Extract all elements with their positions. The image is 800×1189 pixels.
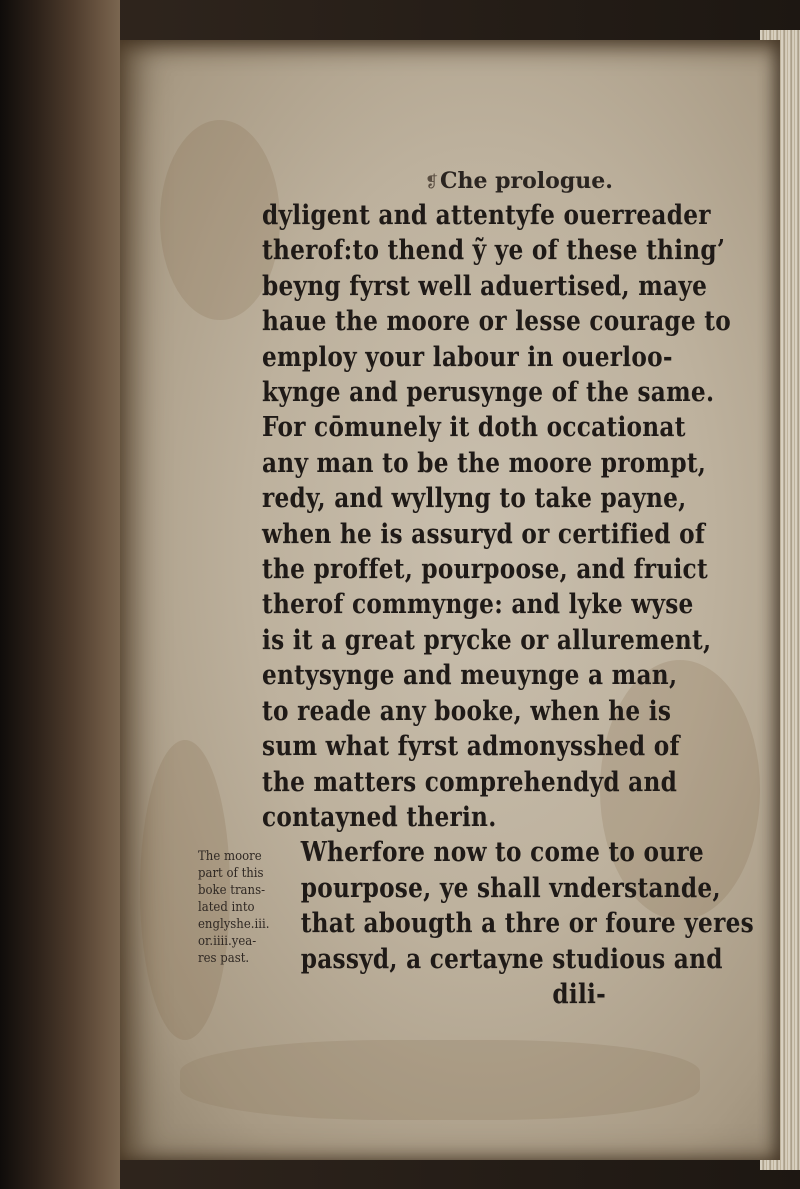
text-line: kynge and perusynge of the same. xyxy=(262,377,715,409)
text-line: Wherfore now to come to oure xyxy=(300,837,704,869)
text-line: entysynge and meuynge a man, xyxy=(262,660,678,692)
text-line: the matters comprehendyd and xyxy=(262,766,678,798)
text-line: contayned therin. xyxy=(262,801,497,833)
running-head: Che prologue. xyxy=(440,168,613,194)
text-line: employ your labour in ouerloo- xyxy=(262,341,673,373)
page-stain xyxy=(180,1040,700,1120)
marginal-line: or.iiii.yea- xyxy=(198,934,257,949)
text-line: pourpose, ye shall vnderstande, xyxy=(300,872,721,904)
text-line: any man to be the moore prompt, xyxy=(262,447,707,479)
text-line: beyng fyrst well aduertised, maye xyxy=(262,270,708,302)
marginal-line: boke trans- xyxy=(198,883,266,898)
text-line: therof:to thend ỹ ye of these thing’ xyxy=(262,235,726,267)
body-text xyxy=(262,198,754,1012)
book-binding xyxy=(0,0,120,1189)
text-line: haue the moore or lesse courage to xyxy=(262,306,732,338)
text-line: that abougth a thre or foure yeres xyxy=(300,908,754,940)
text-line: sum what fyrst admonysshed of xyxy=(262,731,680,763)
paragraph-mark-icon: ❡ xyxy=(425,172,439,191)
catchword: dili- xyxy=(552,978,606,1010)
text-line: passyd, a certayne studious and xyxy=(300,943,723,975)
marginal-line: lated into xyxy=(198,900,255,915)
text-line: dyligent and attentyfe ouerreader xyxy=(262,200,711,231)
text-line: therof commynge: and lyke wyse xyxy=(262,589,694,621)
marginal-line: res past. xyxy=(198,951,250,966)
text-line: the proffet, pourpoose, and fruict xyxy=(262,554,708,586)
marginal-line: part of this xyxy=(198,866,264,881)
text-line: is it a great prycke or allurement, xyxy=(262,624,712,656)
marginal-line: englyshe.iii. xyxy=(198,917,270,932)
text-line: when he is assuryd or certified of xyxy=(262,518,706,550)
text-line: to reade any booke, when he is xyxy=(262,695,672,727)
text-line: redy, and wyllyng to take payne, xyxy=(262,483,687,515)
marginal-line: The moore xyxy=(198,849,262,864)
marginal-note xyxy=(198,848,278,967)
text-line: For cōmunely it doth occationat xyxy=(262,412,686,444)
